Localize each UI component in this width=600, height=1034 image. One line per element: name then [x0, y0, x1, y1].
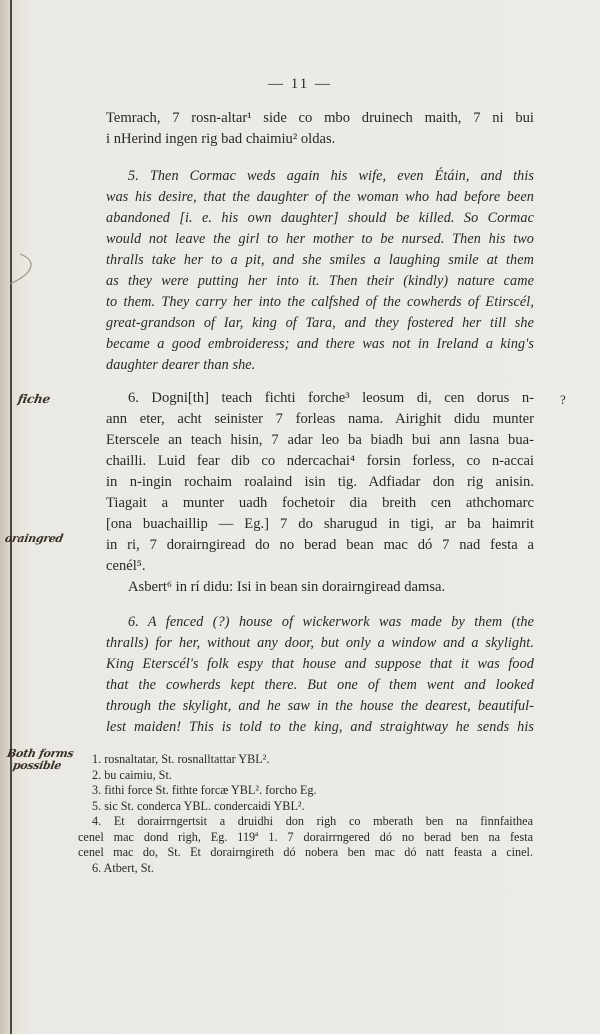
text-line: that the cowherds kept there. But one of them went and looked [106, 677, 534, 693]
text-line: lest maiden! This is told to the king, and straightway he sends his [106, 719, 534, 735]
text-line: great-grandson of Iar, king of Tara, and they fostered her till she [106, 315, 534, 331]
irish-passage-6 [106, 388, 534, 598]
handwritten-line: Both forms [6, 747, 75, 760]
irish-passage-1 [106, 108, 534, 150]
text-line: daughter dearer than she. [106, 357, 256, 373]
text-line: [ona buachaillip — Eg.] 7 do sharugud in tigi, ar ba haimrit [106, 516, 534, 532]
text-line: cenél⁵. [106, 558, 146, 574]
text-line: in n-ingin rochaim roalaind isin tig. Adfiadar don rig anisin. [106, 474, 534, 490]
footnotes [78, 752, 533, 876]
text-line: Temrach, 7 rosn-altar¹ side co mbo druinech maith, 7 ni bui [106, 110, 534, 126]
text-line: thralls) for her, without any door, but only a window and a skylight. [106, 635, 534, 651]
handwritten-line: possible [11, 759, 63, 772]
handwritten-note-both-forms [4, 748, 74, 772]
text-line: 5. Then Cormac weds again his wife, even Étáin, and this [128, 168, 534, 184]
text-line: to them. They carry her into the calfshed of the cowherds of Etirscél, [106, 294, 534, 310]
text-line: Eterscele an teach hisin, 7 adar leo ba biadh bui ann lasna bua- [106, 432, 534, 448]
text-line: 6. Dogni[th] teach fichti forche³ leosum di, cen dorus n- [128, 390, 534, 406]
text-line: Tiagait a munter uadh fochetoir dia breith cen athchomarc [106, 495, 534, 511]
page-edge-line [10, 0, 12, 1034]
footnote: 6. Atbert, St. [92, 860, 154, 875]
text-line: Asbert⁶ in rí didu: Isi in bean sin dorairngiread damsa. [128, 579, 446, 595]
text-line: 6. A fenced (?) house of wickerwork was made by them (the [128, 614, 534, 630]
spine-shadow [0, 0, 10, 1034]
text-line: King Eterscél's folk espy that house and suppose that it was food [106, 656, 534, 672]
footnote: 5. sic St. conderca YBL. condercaidi YBL². [92, 798, 305, 813]
text-line: ann eter, acht seinister 7 forleas nama. Airighit didu munter [106, 411, 534, 427]
footnote: cenel mac do, St. Et dorairngireth dó nobera ben mac dó natt feasta a cinel. [78, 845, 533, 859]
pencil-bracket-mark [6, 250, 36, 290]
text-line: was his desire, that the daughter of the woman who had before been [106, 189, 534, 205]
footnote: 1. rosnaltatar, St. rosnalltattar YBL². [92, 752, 270, 766]
text-line: as they were putting her into it. Then their (kindly) nature came [106, 273, 534, 289]
footnote: 2. bu caimiu, St. [92, 767, 172, 782]
footnote: cenel mac dond righ, Eg. 119ª 1. 7 dorairrngered dó no berad ben na festa [78, 829, 533, 844]
translation-section-5 [106, 166, 534, 376]
handwritten-note-fiche: fiche [16, 392, 52, 406]
text-line: became a good embroideress; and there was not in Ireland a king's [106, 336, 534, 352]
text-line: i nHerind ingen rig bad chaimiu² oldas. [106, 131, 336, 147]
text-line: in ri, 7 dorairngiread do no berad bean mac dó 7 nad festa a [106, 537, 534, 553]
text-line: would not leave the girl to her mother to be nursed. Then his two [106, 231, 534, 247]
footnote: 3. fithi force St. fithte forcæ YBL². forcho Eg. [92, 783, 317, 797]
page-number: — 11 — [268, 76, 332, 92]
text-line: abandoned [i. e. his own daughter] should be killed. So Cormac [106, 210, 534, 226]
footnote: 4. Et dorairrngertsit a druidhi don righ co mberath ben na finnfaithea [92, 814, 533, 828]
text-line: through the skylight, and he saw in the house the dearest, beautiful- [106, 698, 534, 714]
handwritten-note-oraingred: oraingred [3, 532, 65, 545]
translation-section-6 [106, 612, 534, 738]
text-line: chailli. Luid fear dib co ndercachai⁴ forsin forless, co n-accai [106, 453, 534, 469]
margin-query-mark: ? [560, 392, 566, 407]
text-line: thralls take her to a pit, and she smiles a laughing smile at them [106, 252, 534, 268]
